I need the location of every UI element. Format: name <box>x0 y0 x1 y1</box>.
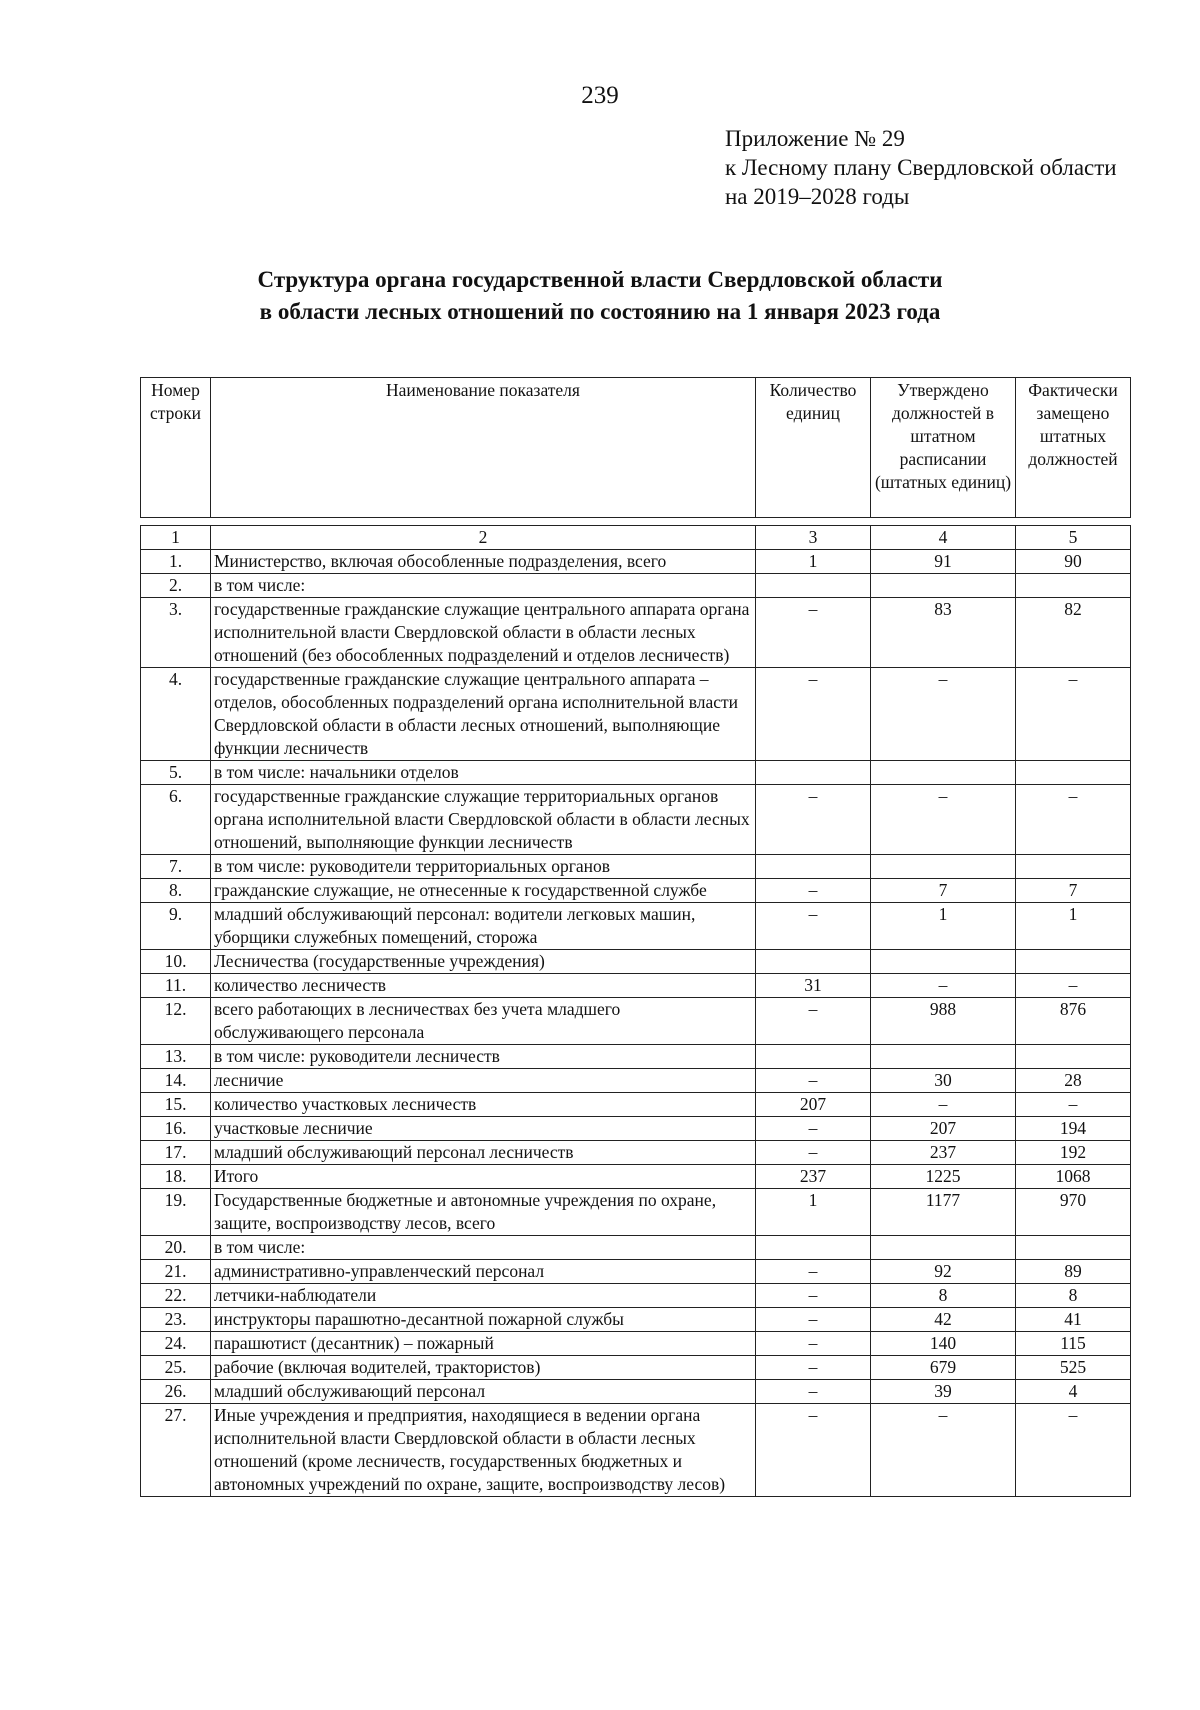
row-number-cell: 24. <box>141 1332 211 1356</box>
row-units-cell: – <box>756 1284 871 1308</box>
row-name-cell: младший обслуживающий персонал: водители легковых машин, уборщики служебных помещений, сторожа <box>211 903 756 950</box>
row-approved-cell: 237 <box>871 1141 1016 1165</box>
table-row <box>141 879 1131 903</box>
row-name-cell: младший обслуживающий персонал лесничеств <box>211 1141 756 1165</box>
row-units-cell: 237 <box>756 1165 871 1189</box>
row-units-cell: 207 <box>756 1093 871 1117</box>
row-name-cell: младший обслуживающий персонал <box>211 1380 756 1404</box>
row-approved-cell: 140 <box>871 1332 1016 1356</box>
row-actual-cell: – <box>1016 1404 1131 1497</box>
row-approved-cell: 679 <box>871 1356 1016 1380</box>
row-name-cell: количество лесничеств <box>211 974 756 998</box>
row-name-cell: административно-управленческий персонал <box>211 1260 756 1284</box>
row-units-cell: – <box>756 1332 871 1356</box>
row-actual-cell: 89 <box>1016 1260 1131 1284</box>
header-indicator-name: Наименование показателя <box>211 378 756 518</box>
row-units-cell: – <box>756 1380 871 1404</box>
column-number: 5 <box>1016 526 1131 550</box>
row-name-cell: летчики-наблюдатели <box>211 1284 756 1308</box>
row-units-cell: – <box>756 1069 871 1093</box>
table-row <box>141 974 1131 998</box>
row-units-cell: – <box>756 785 871 855</box>
row-units-cell: – <box>756 668 871 761</box>
row-name-cell: всего работающих в лесничествах без учета младшего обслуживающего персонала <box>211 998 756 1045</box>
table-row <box>141 1404 1131 1497</box>
row-approved-cell: 92 <box>871 1260 1016 1284</box>
row-approved-cell: 1225 <box>871 1165 1016 1189</box>
row-number-cell: 12. <box>141 998 211 1045</box>
table-row <box>141 1117 1131 1141</box>
row-name-cell: Иные учреждения и предприятия, находящиеся в ведении органа исполнительной власти Свердловской области в области лесных отношений (кроме лесничеств, государственных бюджетных и автономных учреждений по охране, защите, воспроизводству лесов) <box>211 1404 756 1497</box>
row-name-cell: инструкторы парашютно-десантной пожарной службы <box>211 1308 756 1332</box>
table-row <box>141 1093 1131 1117</box>
table-row <box>141 550 1131 574</box>
row-number-cell: 10. <box>141 950 211 974</box>
row-actual-cell <box>1016 950 1131 974</box>
row-number-cell: 1. <box>141 550 211 574</box>
row-actual-cell: 192 <box>1016 1141 1131 1165</box>
row-name-cell: лесничие <box>211 1069 756 1093</box>
column-number: 2 <box>211 526 756 550</box>
row-units-cell: – <box>756 998 871 1045</box>
table-row <box>141 1308 1131 1332</box>
table-row <box>141 785 1131 855</box>
table-row <box>141 1332 1131 1356</box>
row-approved-cell <box>871 574 1016 598</box>
row-name-cell: в том числе: <box>211 574 756 598</box>
table-row <box>141 950 1131 974</box>
row-name-cell: в том числе: руководители лесничеств <box>211 1045 756 1069</box>
row-units-cell: – <box>756 1260 871 1284</box>
table-row <box>141 1236 1131 1260</box>
row-actual-cell: 4 <box>1016 1380 1131 1404</box>
column-number-row <box>141 526 1131 550</box>
column-number: 1 <box>141 526 211 550</box>
table-row <box>141 1284 1131 1308</box>
table-row <box>141 761 1131 785</box>
table-row <box>141 998 1131 1045</box>
row-name-cell: участковые лесничие <box>211 1117 756 1141</box>
row-name-cell: в том числе: начальники отделов <box>211 761 756 785</box>
row-number-cell: 21. <box>141 1260 211 1284</box>
row-actual-cell: 1 <box>1016 903 1131 950</box>
row-name-cell: государственные гражданские служащие центрального аппарата органа исполнительной власти Свердловской области в области лесных отношений (без обособленных подразделений и отделов лесничеств) <box>211 598 756 668</box>
row-units-cell: – <box>756 903 871 950</box>
row-approved-cell: – <box>871 668 1016 761</box>
row-units-cell <box>756 1236 871 1260</box>
row-approved-cell <box>871 1236 1016 1260</box>
appendix-note <box>725 124 1117 211</box>
row-number-cell: 27. <box>141 1404 211 1497</box>
row-number-cell: 16. <box>141 1117 211 1141</box>
row-actual-cell: 1068 <box>1016 1165 1131 1189</box>
document-title <box>0 264 1200 328</box>
row-number-cell: 15. <box>141 1093 211 1117</box>
row-approved-cell: 30 <box>871 1069 1016 1093</box>
row-units-cell: – <box>756 1117 871 1141</box>
row-actual-cell: 8 <box>1016 1284 1131 1308</box>
row-approved-cell: 207 <box>871 1117 1016 1141</box>
row-number-cell: 18. <box>141 1165 211 1189</box>
table-header <box>140 377 1131 518</box>
row-actual-cell: – <box>1016 785 1131 855</box>
row-units-cell <box>756 574 871 598</box>
row-approved-cell: 7 <box>871 879 1016 903</box>
row-name-cell: количество участковых лесничеств <box>211 1093 756 1117</box>
row-units-cell <box>756 761 871 785</box>
header-approved-positions: Утверждено должностей в штатном расписании (штатных единиц) <box>871 378 1016 518</box>
row-name-cell: Лесничества (государственные учреждения) <box>211 950 756 974</box>
appendix-line-2: к Лесному плану Свердловской области <box>725 155 1117 180</box>
row-number-cell: 2. <box>141 574 211 598</box>
data-table <box>140 525 1131 1497</box>
row-actual-cell: 115 <box>1016 1332 1131 1356</box>
row-number-cell: 26. <box>141 1380 211 1404</box>
row-units-cell: – <box>756 1141 871 1165</box>
appendix-line-3: на 2019–2028 годы <box>725 184 910 209</box>
row-number-cell: 23. <box>141 1308 211 1332</box>
table-row <box>141 1380 1131 1404</box>
row-units-cell: – <box>756 1356 871 1380</box>
row-approved-cell: 91 <box>871 550 1016 574</box>
row-name-cell: Государственные бюджетные и автономные учреждения по охране, защите, воспроизводству лесов, всего <box>211 1189 756 1236</box>
header-row-number: Номер строки <box>141 378 211 518</box>
table-row <box>141 1260 1131 1284</box>
row-number-cell: 4. <box>141 668 211 761</box>
column-number: 3 <box>756 526 871 550</box>
row-approved-cell: 988 <box>871 998 1016 1045</box>
row-actual-cell: 90 <box>1016 550 1131 574</box>
row-approved-cell: 1177 <box>871 1189 1016 1236</box>
row-number-cell: 5. <box>141 761 211 785</box>
row-name-cell: государственные гражданские служащие центрального аппарата – отделов, обособленных подразделений органа исполнительной власти Свердловской области в области лесных отношений, выполняющие функции лесничеств <box>211 668 756 761</box>
row-units-cell: – <box>756 879 871 903</box>
row-approved-cell <box>871 855 1016 879</box>
row-units-cell: 1 <box>756 550 871 574</box>
header-actual-positions: Фактически замещено штатных должностей <box>1016 378 1131 518</box>
row-number-cell: 6. <box>141 785 211 855</box>
row-units-cell: 31 <box>756 974 871 998</box>
row-actual-cell <box>1016 1045 1131 1069</box>
table-row <box>141 1045 1131 1069</box>
table-row <box>141 1141 1131 1165</box>
row-name-cell: в том числе: руководители территориальных органов <box>211 855 756 879</box>
row-actual-cell <box>1016 1236 1131 1260</box>
row-actual-cell: – <box>1016 974 1131 998</box>
row-name-cell: рабочие (включая водителей, трактористов) <box>211 1356 756 1380</box>
row-number-cell: 19. <box>141 1189 211 1236</box>
row-number-cell: 22. <box>141 1284 211 1308</box>
row-actual-cell: 28 <box>1016 1069 1131 1093</box>
row-number-cell: 25. <box>141 1356 211 1380</box>
header-units-count: Количество единиц <box>756 378 871 518</box>
row-units-cell: – <box>756 1404 871 1497</box>
row-name-cell: парашютист (десантник) – пожарный <box>211 1332 756 1356</box>
table-row <box>141 598 1131 668</box>
row-units-cell <box>756 855 871 879</box>
row-approved-cell: – <box>871 974 1016 998</box>
appendix-line-1: Приложение № 29 <box>725 126 905 151</box>
row-number-cell: 3. <box>141 598 211 668</box>
table-row <box>141 1189 1131 1236</box>
table-row <box>141 1069 1131 1093</box>
row-approved-cell: 83 <box>871 598 1016 668</box>
title-line-2: в области лесных отношений по состоянию на 1 января 2023 года <box>259 299 941 324</box>
row-approved-cell: – <box>871 1093 1016 1117</box>
row-units-cell: – <box>756 598 871 668</box>
row-number-cell: 17. <box>141 1141 211 1165</box>
row-units-cell <box>756 1045 871 1069</box>
row-number-cell: 7. <box>141 855 211 879</box>
title-line-1: Структура органа государственной власти Свердловской области <box>257 267 943 292</box>
row-approved-cell <box>871 950 1016 974</box>
row-number-cell: 13. <box>141 1045 211 1069</box>
row-name-cell: в том числе: <box>211 1236 756 1260</box>
row-actual-cell: 41 <box>1016 1308 1131 1332</box>
row-name-cell: Министерство, включая обособленные подразделения, всего <box>211 550 756 574</box>
table-row <box>141 1356 1131 1380</box>
row-actual-cell: 525 <box>1016 1356 1131 1380</box>
row-number-cell: 11. <box>141 974 211 998</box>
row-approved-cell: 8 <box>871 1284 1016 1308</box>
table-row <box>141 1165 1131 1189</box>
row-actual-cell: 82 <box>1016 598 1131 668</box>
row-number-cell: 20. <box>141 1236 211 1260</box>
row-units-cell <box>756 950 871 974</box>
row-actual-cell <box>1016 574 1131 598</box>
row-name-cell: гражданские служащие, не отнесенные к государственной службе <box>211 879 756 903</box>
row-approved-cell: – <box>871 1404 1016 1497</box>
row-number-cell: 9. <box>141 903 211 950</box>
row-approved-cell: 1 <box>871 903 1016 950</box>
table-row <box>141 574 1131 598</box>
row-actual-cell: – <box>1016 668 1131 761</box>
table-row <box>141 855 1131 879</box>
table-row <box>141 668 1131 761</box>
row-actual-cell: 7 <box>1016 879 1131 903</box>
row-name-cell: Итого <box>211 1165 756 1189</box>
row-approved-cell: – <box>871 785 1016 855</box>
row-actual-cell: – <box>1016 1093 1131 1117</box>
row-units-cell: 1 <box>756 1189 871 1236</box>
row-actual-cell <box>1016 855 1131 879</box>
row-approved-cell <box>871 1045 1016 1069</box>
row-actual-cell: 876 <box>1016 998 1131 1045</box>
row-approved-cell: 39 <box>871 1380 1016 1404</box>
row-approved-cell: 42 <box>871 1308 1016 1332</box>
column-number: 4 <box>871 526 1016 550</box>
row-number-cell: 8. <box>141 879 211 903</box>
row-units-cell: – <box>756 1308 871 1332</box>
table-row <box>141 903 1131 950</box>
row-actual-cell: 970 <box>1016 1189 1131 1236</box>
row-number-cell: 14. <box>141 1069 211 1093</box>
row-name-cell: государственные гражданские служащие территориальных органов органа исполнительной власти Свердловской области в области лесных отношений, выполняющие функции лесничеств <box>211 785 756 855</box>
row-approved-cell <box>871 761 1016 785</box>
page-number: 239 <box>581 82 619 109</box>
row-actual-cell <box>1016 761 1131 785</box>
row-actual-cell: 194 <box>1016 1117 1131 1141</box>
